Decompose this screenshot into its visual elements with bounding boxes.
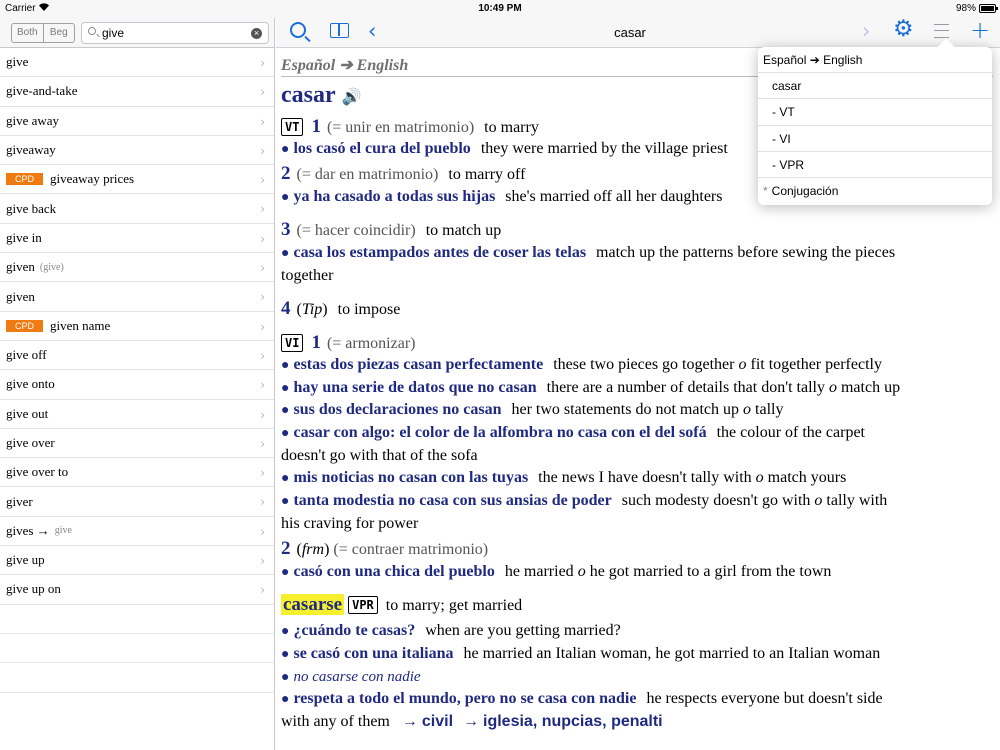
sense-gloss: (= armonizar) xyxy=(326,335,416,352)
list-item-label: giveaway xyxy=(6,142,56,158)
sense-number: 1 xyxy=(311,116,321,137)
pos-label-vpr[interactable]: VPR xyxy=(348,596,378,614)
chevron-right-icon: › xyxy=(260,261,265,276)
translation: to match up xyxy=(425,222,502,239)
list-item[interactable] xyxy=(0,400,274,429)
list-item[interactable] xyxy=(0,429,274,458)
search-field[interactable] xyxy=(81,22,269,44)
list-item-label: give over to xyxy=(6,464,69,480)
example-translation: these two pieces go together xyxy=(553,356,735,373)
chevron-right-icon: › xyxy=(260,85,265,100)
example-spanish[interactable]: se casó con una italiana xyxy=(293,645,454,662)
chevron-right-icon: › xyxy=(260,56,265,70)
vi-sense-1 xyxy=(281,332,415,354)
list-item-label: giveaway prices xyxy=(50,171,135,187)
bullet-icon: ● xyxy=(281,426,290,441)
example-spanish[interactable]: respeta a todo el mundo, pero no se casa con nadie xyxy=(293,690,637,707)
headword: casar xyxy=(281,82,336,108)
bullet-icon: ● xyxy=(281,471,290,486)
example-spanish[interactable]: casar con algo: el color de la alfombra no casa con el del sofá xyxy=(293,424,707,441)
list-item[interactable] xyxy=(0,165,274,194)
highlighted-subheadword: casarse xyxy=(283,594,343,615)
example-spanish[interactable]: hay una serie de datos que no casan xyxy=(293,379,537,396)
speaker-icon[interactable]: 🔊 xyxy=(341,87,362,106)
example-continuation: together xyxy=(281,267,334,284)
sense-gloss: (= unir en matrimonio) xyxy=(326,119,475,136)
list-item-label: given xyxy=(6,259,35,275)
bullet-icon: ● xyxy=(281,246,290,261)
popover-item-conjugation[interactable] xyxy=(758,178,992,204)
sense-number: 4 xyxy=(281,298,291,319)
example-line xyxy=(281,645,880,663)
bullet-icon: ● xyxy=(281,381,290,396)
list-item-label: giver xyxy=(6,493,33,509)
bullet-icon: ● xyxy=(281,565,290,580)
example-translation: he respects everyone but doesn't side xyxy=(646,690,883,707)
or-separator: o xyxy=(577,563,586,580)
clock: 10:49 PM xyxy=(478,3,522,14)
example-translation: when are you getting married? xyxy=(425,622,621,639)
example-translation: he married xyxy=(504,563,574,580)
xref-arrow: → xyxy=(401,713,418,730)
list-item-label: given xyxy=(6,288,35,304)
list-item[interactable] xyxy=(0,312,274,341)
back-chevron-icon[interactable]: ‹ xyxy=(368,19,377,43)
sense-gloss: (= hacer coincidir) xyxy=(296,222,416,239)
or-separator: o xyxy=(828,379,837,396)
example-spanish[interactable]: tanta modestia no casa con sus ansias de poder xyxy=(293,492,612,509)
chevron-right-icon: › xyxy=(260,319,265,334)
chevron-right-icon: › xyxy=(260,583,265,598)
list-item[interactable] xyxy=(0,77,274,106)
or-separator: o xyxy=(743,401,752,418)
list-item[interactable] xyxy=(0,546,274,575)
bullet-icon: ● xyxy=(281,358,290,373)
status-bar xyxy=(0,0,1000,18)
chevron-right-icon: › xyxy=(260,554,265,569)
asterisk-icon: * xyxy=(763,184,768,199)
search-icon xyxy=(88,27,96,35)
example-continuation: his craving for power xyxy=(281,515,419,532)
list-item-sublabel: (give) xyxy=(39,261,64,273)
bullet-icon: ● xyxy=(281,647,290,662)
chevron-right-icon: › xyxy=(260,348,265,363)
translation: to marry xyxy=(484,119,539,136)
list-item[interactable] xyxy=(0,370,274,399)
word-list-sidebar xyxy=(0,18,275,750)
example-translation-alt: match yours xyxy=(767,469,847,486)
popover-item[interactable]: casar xyxy=(758,73,992,99)
example-line xyxy=(281,424,865,442)
bullet-icon: ● xyxy=(281,624,290,639)
popover-items xyxy=(758,73,992,178)
list-item-sublabel: give xyxy=(54,525,72,537)
chevron-right-icon: › xyxy=(260,378,265,393)
pos-label-vi[interactable]: VI xyxy=(281,334,303,352)
list-item[interactable] xyxy=(0,253,274,282)
example-line xyxy=(281,690,883,708)
vt-sense-2 xyxy=(281,163,525,185)
popover-item-label: Conjugación xyxy=(771,184,839,199)
sense-number: 3 xyxy=(281,219,291,240)
list-item-label: give in xyxy=(6,229,42,245)
sense-number: 2 xyxy=(281,538,291,559)
list-item-label: give xyxy=(6,54,29,70)
chevron-right-icon: › xyxy=(260,173,265,188)
list-item-label: give back xyxy=(6,200,57,216)
compound-badge: CPD xyxy=(6,173,43,185)
translation: to marry; get married xyxy=(385,597,523,614)
chevron-right-icon: › xyxy=(260,407,265,422)
example-spanish[interactable]: ¿cuándo te casas? xyxy=(293,622,416,639)
list-item[interactable] xyxy=(0,282,274,311)
example-line xyxy=(281,188,722,206)
sense-number: 1 xyxy=(311,332,321,353)
example-line xyxy=(281,379,900,397)
register-label: Tip xyxy=(301,301,323,318)
example-spanish[interactable]: estas dos piezas casan perfectamente xyxy=(293,356,544,373)
or-separator: o xyxy=(738,356,747,373)
carrier-label: Carrier xyxy=(5,3,36,14)
search-input[interactable] xyxy=(102,25,247,41)
example-translation: the colour of the carpet xyxy=(716,424,865,441)
example-translation: match up the patterns before sewing the pieces xyxy=(596,244,896,261)
list-item-label: gives → xyxy=(6,522,50,538)
list-item[interactable] xyxy=(0,48,274,77)
chevron-right-icon: › xyxy=(260,290,265,305)
example-spanish[interactable]: casó con una chica del pueblo xyxy=(293,563,495,580)
xref-arrow: → xyxy=(463,713,480,730)
translation: to impose xyxy=(337,301,401,318)
example-translation: the news I have doesn't tally with xyxy=(538,469,752,486)
bullet-icon: ● xyxy=(281,692,290,707)
chevron-right-icon: › xyxy=(260,524,265,539)
list-item[interactable] xyxy=(0,458,274,487)
headword-line xyxy=(281,82,362,109)
example-line xyxy=(281,469,846,487)
empty-row xyxy=(0,663,274,692)
list-item-label: give out xyxy=(6,405,49,421)
example-translation: there are a number of details that don't tally xyxy=(546,379,825,396)
list-item[interactable] xyxy=(0,517,274,546)
example-line xyxy=(281,356,882,374)
search-bar xyxy=(0,18,274,48)
segment-both[interactable]: Both xyxy=(16,27,38,38)
list-item-label: give-and-take xyxy=(6,83,78,99)
word-list xyxy=(0,48,274,693)
set-phrase[interactable]: no casarse con nadie xyxy=(293,669,421,685)
list-item[interactable] xyxy=(0,107,274,136)
example-line xyxy=(281,401,783,419)
list-item-label: give over xyxy=(6,435,55,450)
popover-header: Español ➔ English xyxy=(758,47,992,73)
chevron-right-icon: › xyxy=(260,202,265,217)
chevron-right-icon: › xyxy=(260,436,265,451)
example-spanish[interactable]: sus dos declaraciones no casan xyxy=(293,401,502,418)
search-mode-segmented-control[interactable] xyxy=(11,23,75,43)
chevron-right-icon: › xyxy=(260,495,265,510)
example-line xyxy=(281,492,887,510)
vt-sense-1 xyxy=(281,116,539,138)
list-item[interactable] xyxy=(0,136,274,165)
phrase-line xyxy=(281,668,421,686)
or-separator: o xyxy=(814,492,823,509)
entry-index-icon[interactable] xyxy=(934,24,949,38)
register-label: frm xyxy=(301,541,325,558)
chevron-right-icon: › xyxy=(260,143,265,158)
bullet-icon: ● xyxy=(281,494,290,509)
example-spanish[interactable]: ya ha casado a todas sus hijas xyxy=(293,188,496,205)
list-item-label: given name xyxy=(50,317,111,333)
bullet-icon: ● xyxy=(281,142,290,157)
list-item[interactable] xyxy=(0,487,274,516)
example-translation: he married an Italian woman, he got married to an Italian woman xyxy=(463,645,881,662)
bullet-icon: ● xyxy=(281,670,290,685)
translation: to marry off xyxy=(448,166,526,183)
example-line xyxy=(281,563,831,581)
vt-sense-4: 4 (Tip) to impose xyxy=(281,298,401,319)
entry-index-popover xyxy=(758,47,992,205)
vt-sense-3 xyxy=(281,219,501,241)
bullet-icon: ● xyxy=(281,403,290,418)
example-translation: such modesty doesn't go with xyxy=(621,492,811,509)
gear-icon[interactable]: ⚙ xyxy=(893,16,914,42)
list-item-label: give away xyxy=(6,112,60,128)
xref-link-civil[interactable]: civil xyxy=(421,713,454,730)
xref-link-list[interactable]: iglesia, nupcias, penalti xyxy=(483,713,663,730)
compound-badge: CPD xyxy=(6,320,43,332)
example-translation: her two statements do not match up xyxy=(511,401,740,418)
clear-search-icon[interactable]: × xyxy=(251,28,262,39)
forward-chevron-icon[interactable]: › xyxy=(862,19,871,43)
list-item-label: give onto xyxy=(6,376,55,392)
bullet-icon: ● xyxy=(281,190,290,205)
add-icon[interactable]: + xyxy=(970,16,991,44)
example-line xyxy=(281,622,621,640)
example-translation-alt: fit together perfectly xyxy=(750,356,882,373)
vi-sense-2: 2 (frm) (= contraer matrimonio) xyxy=(281,538,489,559)
xref-line xyxy=(281,713,663,731)
example-continuation: doesn't go with that of the sofa xyxy=(281,447,478,464)
chevron-right-icon: › xyxy=(260,231,265,246)
example-line xyxy=(281,140,728,158)
example-line xyxy=(281,244,895,262)
list-item[interactable] xyxy=(0,575,274,604)
list-item[interactable] xyxy=(0,194,274,223)
example-translation: she's married off all her daughters xyxy=(505,188,723,205)
or-separator: o xyxy=(755,469,764,486)
example-translation-alt: match up xyxy=(840,379,901,396)
chevron-right-icon: › xyxy=(260,466,265,481)
pos-label-vt[interactable]: VT xyxy=(281,118,303,136)
battery-icon xyxy=(979,4,996,13)
entry-title: casar xyxy=(614,25,646,40)
example-spanish[interactable]: los casó el cura del pueblo xyxy=(293,140,471,157)
empty-row xyxy=(0,605,274,634)
example-spanish[interactable]: mis noticias no casan con las tuyas xyxy=(293,469,529,486)
top-toolbar xyxy=(276,18,1000,48)
sense-number: 2 xyxy=(281,163,291,184)
battery-percentage: 98% xyxy=(955,3,976,14)
popover-item[interactable]: - VT xyxy=(758,99,992,125)
list-item-label: give up xyxy=(6,552,45,568)
list-item[interactable] xyxy=(0,341,274,370)
example-spanish[interactable]: casa los estampados antes de coser las telas xyxy=(293,244,587,261)
vpr-headword-line xyxy=(281,594,522,616)
empty-row xyxy=(0,634,274,663)
sense-gloss: (= dar en matrimonio) xyxy=(296,166,439,183)
example-translation-alt: he got married to a girl from the town xyxy=(589,563,832,580)
sense-gloss: (= contraer matrimonio) xyxy=(333,541,489,558)
chevron-right-icon: › xyxy=(260,114,265,129)
list-item-label: give up on xyxy=(6,581,61,597)
example-translation-alt: tally with xyxy=(826,492,888,509)
example-translation-alt: tally xyxy=(755,401,784,418)
example-continuation: with any of them xyxy=(281,713,390,730)
list-item[interactable] xyxy=(0,224,274,253)
language-direction-header: Español ➔ English xyxy=(281,57,409,74)
list-item-label: give off xyxy=(6,347,47,363)
popover-item[interactable]: - VPR xyxy=(758,152,992,178)
popover-item[interactable]: - VI xyxy=(758,126,992,152)
example-translation: they were married by the village priest xyxy=(480,140,728,157)
segment-beg[interactable]: Beg xyxy=(43,24,75,42)
